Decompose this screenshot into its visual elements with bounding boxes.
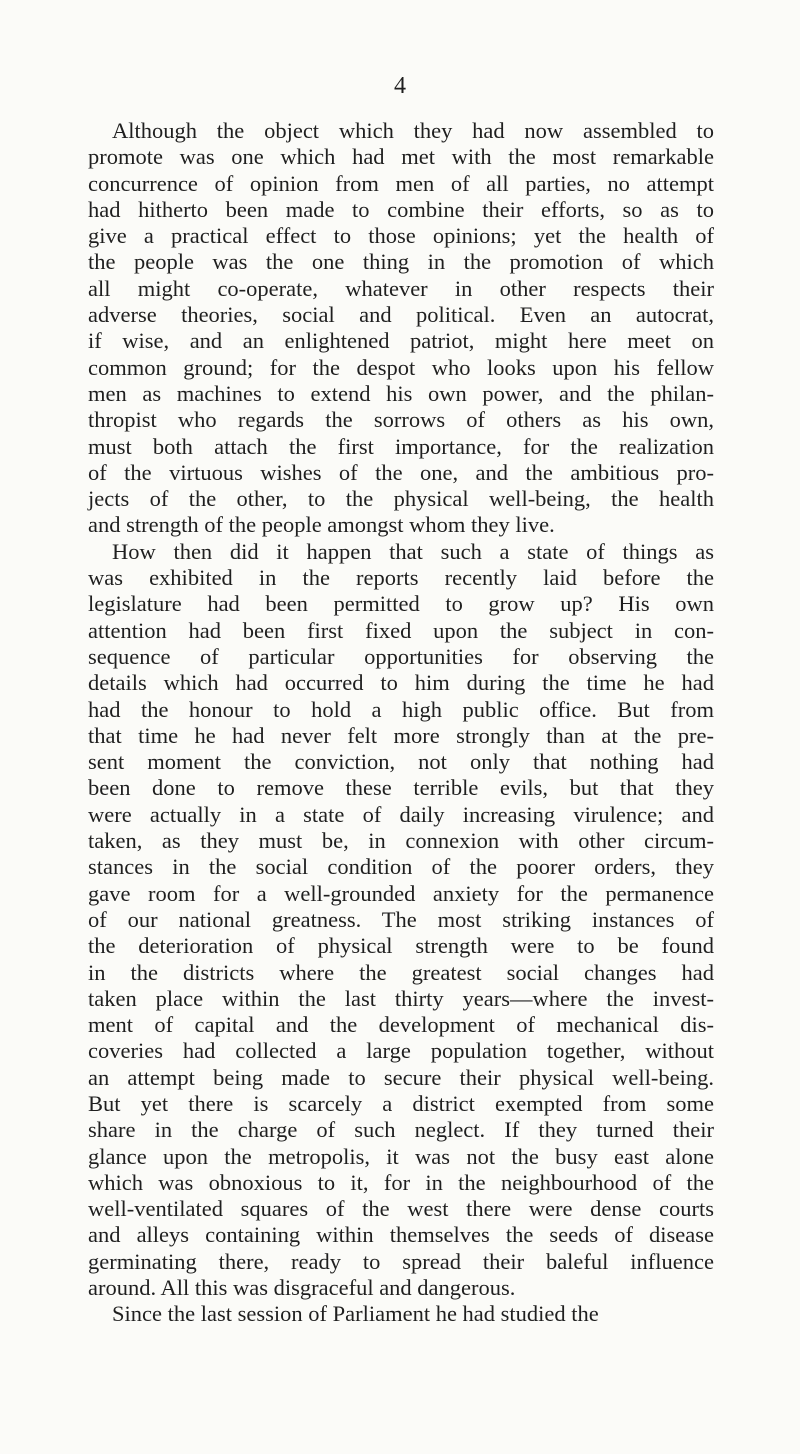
text-line: common ground; for the despot who looks upon his fellow	[88, 354, 714, 380]
text-line: share in the charge of such neglect. If they turned their	[88, 1117, 714, 1143]
text-line: all might co-operate, whatever in other respects their	[88, 275, 714, 301]
text-line: had hitherto been made to combine their efforts, so as to	[88, 196, 714, 222]
text-line: sent moment the conviction, not only that nothing had	[88, 749, 714, 775]
text-line: thropist who regards the sorrows of others as his own,	[88, 407, 714, 433]
text-line: sequence of particular opportunities for observing the	[88, 643, 714, 669]
text-line: of the virtuous wishes of the one, and the ambitious pro-	[88, 459, 714, 485]
text-line: legislature had been permitted to grow up? His own	[88, 591, 714, 617]
text-line: glance upon the metropolis, it was not the busy east alone	[88, 1143, 714, 1169]
text-line: in the districts where the greatest social changes had	[88, 959, 714, 985]
text-line: the deterioration of physical strength were to be found	[88, 933, 714, 959]
text-line: was exhibited in the reports recently laid before the	[88, 565, 714, 591]
text-line: adverse theories, social and political. Even an autocrat,	[88, 302, 714, 328]
text-line: an attempt being made to secure their physical well-being.	[88, 1064, 714, 1090]
text-line: which was obnoxious to it, for in the neighbourhood of the	[88, 1169, 714, 1195]
text-line: been done to remove these terrible evils, but that they	[88, 775, 714, 801]
text-line: give a practical effect to those opinions; yet the health of	[88, 223, 714, 249]
text-line: stances in the social condition of the poorer orders, they	[88, 854, 714, 880]
text-line: of our national greatness. The most striking instances of	[88, 906, 714, 932]
text-line: if wise, and an enlightened patriot, might here meet on	[88, 328, 714, 354]
text-line: and strength of the people amongst whom they live.	[88, 512, 555, 538]
text-line: taken place within the last thirty years—where the invest-	[88, 985, 714, 1011]
text-line: attention had been first fixed upon the subject in con-	[88, 617, 714, 643]
text-line: around. All this was disgraceful and dangerous.	[88, 1275, 516, 1301]
text-line: Although the object which they had now assembled to	[112, 118, 714, 143]
text-line: the people was the one thing in the promotion of which	[88, 249, 714, 275]
text-line: coveries had collected a large population together, without	[88, 1038, 714, 1064]
text-line: gave room for a well-grounded anxiety for the permanence	[88, 880, 714, 906]
text-line: Since the last session of Parliament he had studied the	[112, 1301, 599, 1327]
text-line: that time he had never felt more strongly than at the pre-	[88, 722, 714, 748]
text-line: concurrence of opinion from men of all parties, no attempt	[88, 170, 714, 196]
text-line: well-ventilated squares of the west there were dense courts	[88, 1196, 714, 1222]
text-line: must both attach the first importance, for the realization	[88, 433, 714, 459]
page-number: 4	[394, 73, 406, 99]
text-line: had the honour to hold a high public office. But from	[88, 696, 714, 722]
text-line: details which had occurred to him during the time he had	[88, 670, 714, 696]
text-line: promote was one which had met with the most remarkable	[88, 144, 714, 170]
text-line: jects of the other, to the physical well-being, the health	[88, 486, 714, 512]
text-line: But yet there is scarcely a district exempted from some	[88, 1090, 714, 1116]
body-text	[88, 118, 714, 1328]
text-line: germinating there, ready to spread their baleful influence	[88, 1248, 714, 1274]
text-line: ment of capital and the development of mechanical dis-	[88, 1012, 714, 1038]
text-line: and alleys containing within themselves the seeds of disease	[88, 1222, 714, 1248]
text-line: men as machines to extend his own power, and the philan-	[88, 380, 714, 406]
text-line: How then did it happen that such a state of things as	[112, 538, 714, 564]
text-line: taken, as they must be, in connexion with other circum-	[88, 828, 714, 854]
text-line: were actually in a state of daily increasing virulence; and	[88, 801, 714, 827]
